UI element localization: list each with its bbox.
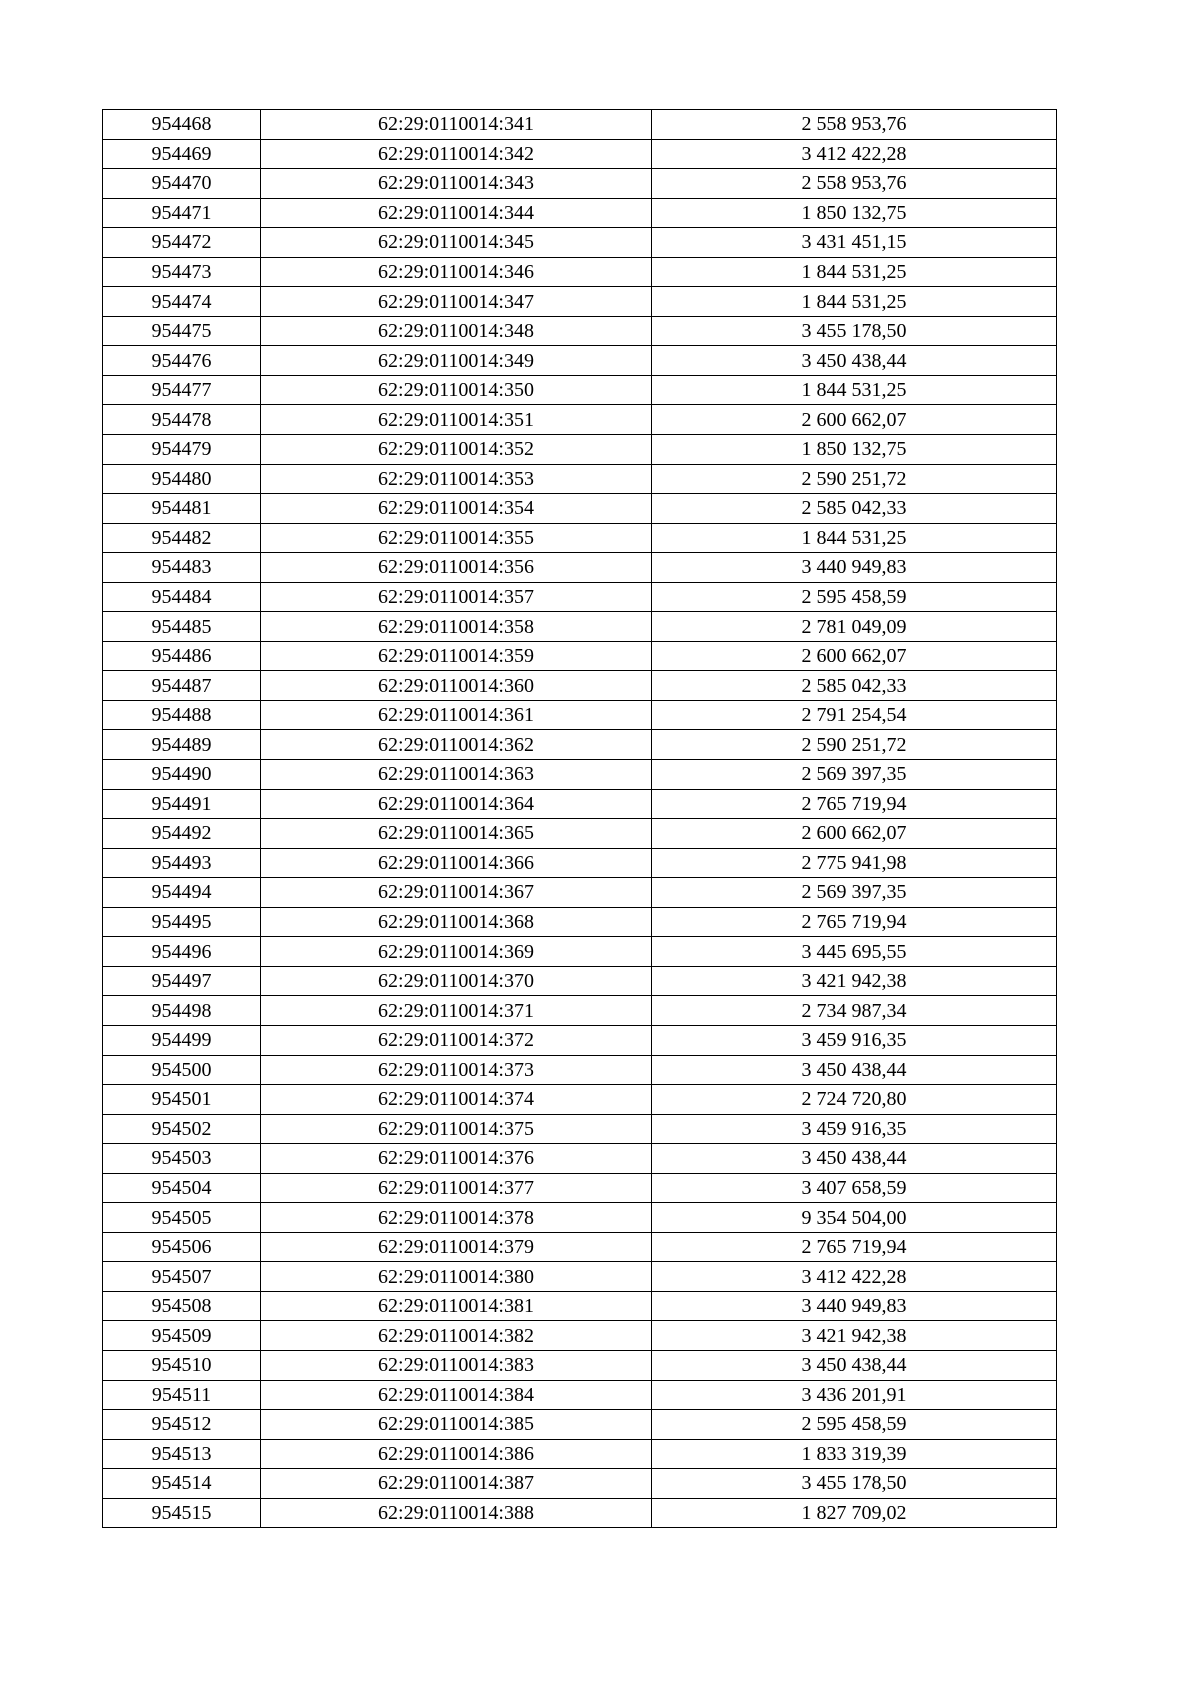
cadastral-value-cell: 2 765 719,94 (652, 789, 1057, 819)
row-number-cell: 954478 (103, 405, 261, 435)
cadastral-value-cell: 1 850 132,75 (652, 435, 1057, 465)
cadastral-value-cell: 2 585 042,33 (652, 494, 1057, 524)
cadastral-value-cell: 2 595 458,59 (652, 1410, 1057, 1440)
cadastral-number-cell: 62:29:0110014:361 (261, 700, 652, 730)
table-row (103, 1144, 1057, 1174)
cadastral-number-cell: 62:29:0110014:343 (261, 169, 652, 199)
table-row (103, 671, 1057, 701)
cadastral-value-cell: 2 590 251,72 (652, 464, 1057, 494)
cadastral-value-cell: 3 421 942,38 (652, 1321, 1057, 1351)
cadastral-number-cell: 62:29:0110014:388 (261, 1498, 652, 1528)
row-number-cell: 954500 (103, 1055, 261, 1085)
row-number-cell: 954493 (103, 848, 261, 878)
table-row (103, 730, 1057, 760)
table-row (103, 1232, 1057, 1262)
row-number-cell: 954505 (103, 1203, 261, 1233)
table-row (103, 375, 1057, 405)
cadastral-number-cell: 62:29:0110014:376 (261, 1144, 652, 1174)
table-row (103, 464, 1057, 494)
cadastral-value-cell: 3 450 438,44 (652, 1350, 1057, 1380)
row-number-cell: 954491 (103, 789, 261, 819)
cadastral-value-cell: 3 431 451,15 (652, 228, 1057, 258)
cadastral-number-cell: 62:29:0110014:341 (261, 110, 652, 140)
cadastral-number-cell: 62:29:0110014:380 (261, 1262, 652, 1292)
row-number-cell: 954509 (103, 1321, 261, 1351)
cadastral-number-cell: 62:29:0110014:369 (261, 937, 652, 967)
row-number-cell: 954488 (103, 700, 261, 730)
table-row (103, 819, 1057, 849)
cadastral-number-cell: 62:29:0110014:368 (261, 907, 652, 937)
cadastral-value-cell: 3 445 695,55 (652, 937, 1057, 967)
cadastral-number-cell: 62:29:0110014:342 (261, 139, 652, 169)
row-number-cell: 954470 (103, 169, 261, 199)
table-row (103, 1350, 1057, 1380)
row-number-cell: 954469 (103, 139, 261, 169)
cadastral-number-cell: 62:29:0110014:372 (261, 1025, 652, 1055)
table-row (103, 612, 1057, 642)
cadastral-number-cell: 62:29:0110014:357 (261, 582, 652, 612)
cadastral-value-cell: 3 412 422,28 (652, 1262, 1057, 1292)
table-row (103, 582, 1057, 612)
cadastral-number-cell: 62:29:0110014:355 (261, 523, 652, 553)
row-number-cell: 954486 (103, 641, 261, 671)
table-row (103, 287, 1057, 317)
table-row (103, 1469, 1057, 1499)
row-number-cell: 954474 (103, 287, 261, 317)
row-number-cell: 954471 (103, 198, 261, 228)
table-row (103, 1380, 1057, 1410)
cadastral-number-cell: 62:29:0110014:356 (261, 553, 652, 583)
cadastral-value-cell: 3 455 178,50 (652, 1469, 1057, 1499)
table-row (103, 1085, 1057, 1115)
table-row (103, 1439, 1057, 1469)
row-number-cell: 954497 (103, 966, 261, 996)
cadastral-value-cell: 2 781 049,09 (652, 612, 1057, 642)
table-row (103, 523, 1057, 553)
cadastral-number-cell: 62:29:0110014:363 (261, 760, 652, 790)
cadastral-value-cell: 1 844 531,25 (652, 257, 1057, 287)
cadastral-number-cell: 62:29:0110014:375 (261, 1114, 652, 1144)
table-row (103, 316, 1057, 346)
table-row (103, 139, 1057, 169)
table-row (103, 1173, 1057, 1203)
cadastral-number-cell: 62:29:0110014:353 (261, 464, 652, 494)
cadastral-value-cell: 2 791 254,54 (652, 700, 1057, 730)
cadastral-number-cell: 62:29:0110014:354 (261, 494, 652, 524)
cadastral-number-cell: 62:29:0110014:350 (261, 375, 652, 405)
cadastral-number-cell: 62:29:0110014:383 (261, 1350, 652, 1380)
row-number-cell: 954494 (103, 878, 261, 908)
row-number-cell: 954499 (103, 1025, 261, 1055)
row-number-cell: 954504 (103, 1173, 261, 1203)
cadastral-value-cell: 3 436 201,91 (652, 1380, 1057, 1410)
cadastral-value-cell: 2 569 397,35 (652, 760, 1057, 790)
row-number-cell: 954480 (103, 464, 261, 494)
cadastral-number-cell: 62:29:0110014:381 (261, 1291, 652, 1321)
table-row (103, 641, 1057, 671)
row-number-cell: 954495 (103, 907, 261, 937)
cadastral-value-cell: 3 459 916,35 (652, 1114, 1057, 1144)
table-row (103, 494, 1057, 524)
row-number-cell: 954506 (103, 1232, 261, 1262)
cadastral-number-cell: 62:29:0110014:349 (261, 346, 652, 376)
row-number-cell: 954510 (103, 1350, 261, 1380)
row-number-cell: 954496 (103, 937, 261, 967)
cadastral-value-cell: 2 600 662,07 (652, 819, 1057, 849)
row-number-cell: 954490 (103, 760, 261, 790)
cadastral-value-cell: 1 850 132,75 (652, 198, 1057, 228)
table-row (103, 1410, 1057, 1440)
cadastral-value-cell: 3 455 178,50 (652, 316, 1057, 346)
cadastral-number-cell: 62:29:0110014:378 (261, 1203, 652, 1233)
cadastral-number-cell: 62:29:0110014:366 (261, 848, 652, 878)
cadastral-value-cell: 3 440 949,83 (652, 553, 1057, 583)
table-row (103, 110, 1057, 140)
cadastral-number-cell: 62:29:0110014:386 (261, 1439, 652, 1469)
row-number-cell: 954483 (103, 553, 261, 583)
table-row (103, 169, 1057, 199)
table-row (103, 1321, 1057, 1351)
row-number-cell: 954513 (103, 1439, 261, 1469)
cadastral-number-cell: 62:29:0110014:364 (261, 789, 652, 819)
cadastral-value-cell: 3 412 422,28 (652, 139, 1057, 169)
cadastral-number-cell: 62:29:0110014:379 (261, 1232, 652, 1262)
cadastral-value-cell: 2 590 251,72 (652, 730, 1057, 760)
cadastral-value-cell: 9 354 504,00 (652, 1203, 1057, 1233)
row-number-cell: 954508 (103, 1291, 261, 1321)
cadastral-value-cell: 2 595 458,59 (652, 582, 1057, 612)
cadastral-number-cell: 62:29:0110014:358 (261, 612, 652, 642)
table-row (103, 1262, 1057, 1292)
table-row (103, 435, 1057, 465)
cadastral-value-cell: 2 724 720,80 (652, 1085, 1057, 1115)
row-number-cell: 954501 (103, 1085, 261, 1115)
cadastral-value-cell: 2 600 662,07 (652, 641, 1057, 671)
table-row (103, 1114, 1057, 1144)
row-number-cell: 954468 (103, 110, 261, 140)
row-number-cell: 954484 (103, 582, 261, 612)
cadastral-number-cell: 62:29:0110014:374 (261, 1085, 652, 1115)
table-row (103, 937, 1057, 967)
row-number-cell: 954514 (103, 1469, 261, 1499)
cadastral-number-cell: 62:29:0110014:365 (261, 819, 652, 849)
cadastral-value-cell: 3 450 438,44 (652, 1144, 1057, 1174)
row-number-cell: 954498 (103, 996, 261, 1026)
table-row (103, 907, 1057, 937)
row-number-cell: 954473 (103, 257, 261, 287)
row-number-cell: 954512 (103, 1410, 261, 1440)
cadastral-value-cell: 1 833 319,39 (652, 1439, 1057, 1469)
cadastral-value-cell: 1 844 531,25 (652, 523, 1057, 553)
cadastral-number-cell: 62:29:0110014:370 (261, 966, 652, 996)
table-row (103, 789, 1057, 819)
cadastral-number-cell: 62:29:0110014:384 (261, 1380, 652, 1410)
row-number-cell: 954472 (103, 228, 261, 258)
table-row (103, 1498, 1057, 1528)
row-number-cell: 954475 (103, 316, 261, 346)
row-number-cell: 954487 (103, 671, 261, 701)
cadastral-number-cell: 62:29:0110014:345 (261, 228, 652, 258)
table-row (103, 966, 1057, 996)
row-number-cell: 954507 (103, 1262, 261, 1292)
cadastral-value-table (102, 109, 1057, 1528)
cadastral-number-cell: 62:29:0110014:347 (261, 287, 652, 317)
cadastral-value-cell: 3 450 438,44 (652, 346, 1057, 376)
cadastral-value-cell: 3 459 916,35 (652, 1025, 1057, 1055)
cadastral-value-cell: 2 765 719,94 (652, 907, 1057, 937)
table-row (103, 346, 1057, 376)
table-row (103, 760, 1057, 790)
table-row (103, 1055, 1057, 1085)
cadastral-value-cell: 2 734 987,34 (652, 996, 1057, 1026)
row-number-cell: 954482 (103, 523, 261, 553)
cadastral-value-cell: 2 558 953,76 (652, 169, 1057, 199)
table-row (103, 553, 1057, 583)
table-row (103, 257, 1057, 287)
cadastral-value-cell: 2 775 941,98 (652, 848, 1057, 878)
cadastral-number-cell: 62:29:0110014:382 (261, 1321, 652, 1351)
cadastral-number-cell: 62:29:0110014:346 (261, 257, 652, 287)
cadastral-value-cell: 3 407 658,59 (652, 1173, 1057, 1203)
cadastral-number-cell: 62:29:0110014:351 (261, 405, 652, 435)
cadastral-value-cell: 2 600 662,07 (652, 405, 1057, 435)
cadastral-value-cell: 2 585 042,33 (652, 671, 1057, 701)
table-row (103, 405, 1057, 435)
cadastral-number-cell: 62:29:0110014:371 (261, 996, 652, 1026)
cadastral-number-cell: 62:29:0110014:385 (261, 1410, 652, 1440)
row-number-cell: 954503 (103, 1144, 261, 1174)
cadastral-value-cell: 3 440 949,83 (652, 1291, 1057, 1321)
row-number-cell: 954477 (103, 375, 261, 405)
row-number-cell: 954492 (103, 819, 261, 849)
cadastral-value-cell: 1 844 531,25 (652, 287, 1057, 317)
cadastral-number-cell: 62:29:0110014:387 (261, 1469, 652, 1499)
cadastral-number-cell: 62:29:0110014:367 (261, 878, 652, 908)
cadastral-value-cell: 1 844 531,25 (652, 375, 1057, 405)
table-body (103, 110, 1057, 1528)
cadastral-value-cell: 2 569 397,35 (652, 878, 1057, 908)
table-row (103, 1203, 1057, 1233)
row-number-cell: 954515 (103, 1498, 261, 1528)
cadastral-number-cell: 62:29:0110014:352 (261, 435, 652, 465)
table-row (103, 700, 1057, 730)
cadastral-value-cell: 2 765 719,94 (652, 1232, 1057, 1262)
cadastral-number-cell: 62:29:0110014:373 (261, 1055, 652, 1085)
table-row (103, 1291, 1057, 1321)
cadastral-value-cell: 2 558 953,76 (652, 110, 1057, 140)
table-row (103, 848, 1057, 878)
row-number-cell: 954481 (103, 494, 261, 524)
row-number-cell: 954485 (103, 612, 261, 642)
cadastral-number-cell: 62:29:0110014:362 (261, 730, 652, 760)
cadastral-value-cell: 3 450 438,44 (652, 1055, 1057, 1085)
table-row (103, 878, 1057, 908)
cadastral-number-cell: 62:29:0110014:348 (261, 316, 652, 346)
cadastral-number-cell: 62:29:0110014:359 (261, 641, 652, 671)
table-row (103, 198, 1057, 228)
table-row (103, 228, 1057, 258)
cadastral-number-cell: 62:29:0110014:377 (261, 1173, 652, 1203)
cadastral-number-cell: 62:29:0110014:360 (261, 671, 652, 701)
row-number-cell: 954479 (103, 435, 261, 465)
row-number-cell: 954511 (103, 1380, 261, 1410)
cadastral-value-cell: 3 421 942,38 (652, 966, 1057, 996)
table-row (103, 996, 1057, 1026)
table-row (103, 1025, 1057, 1055)
cadastral-value-cell: 1 827 709,02 (652, 1498, 1057, 1528)
cadastral-number-cell: 62:29:0110014:344 (261, 198, 652, 228)
row-number-cell: 954476 (103, 346, 261, 376)
row-number-cell: 954502 (103, 1114, 261, 1144)
row-number-cell: 954489 (103, 730, 261, 760)
